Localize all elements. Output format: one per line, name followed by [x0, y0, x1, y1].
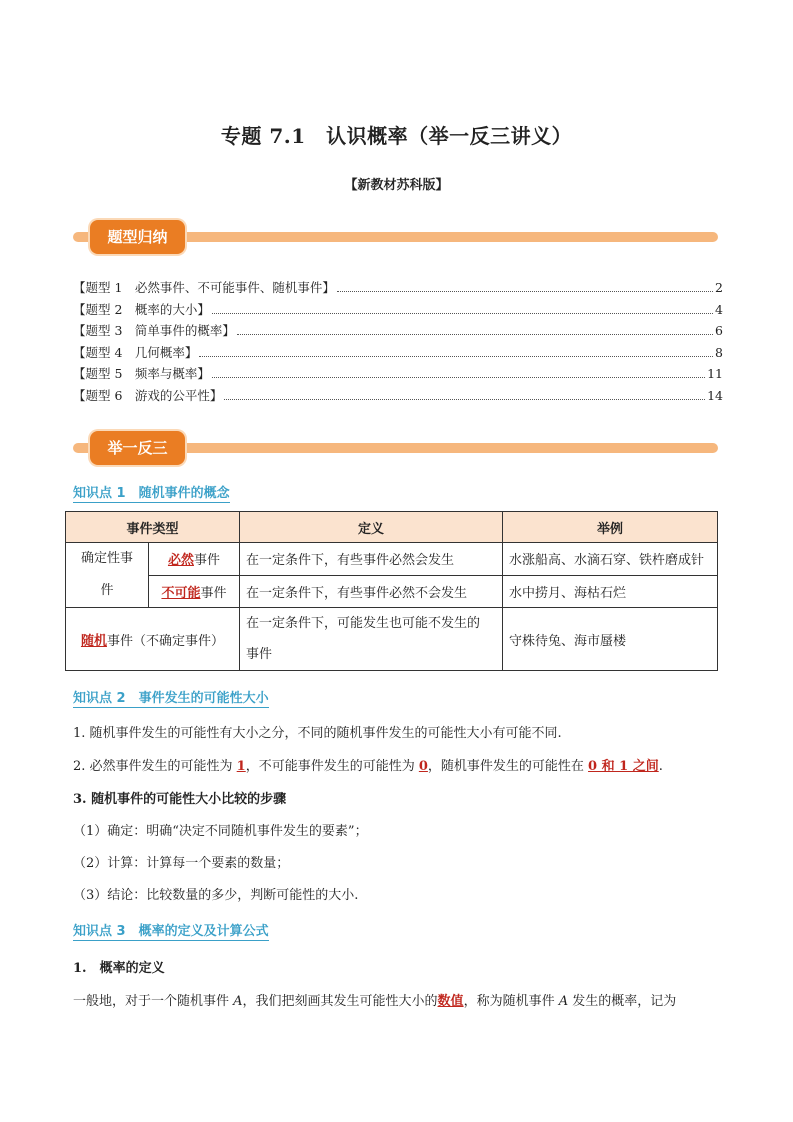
paragraph: （2）计算：计算每一个要素的数量； [73, 856, 290, 871]
toc-item[interactable]: 【题型 4 几何概率】 8 [73, 344, 723, 360]
toc-item[interactable]: 【题型 2 概率的大小】 4 [73, 301, 723, 317]
page-title: 专题 7.1 认识概率（举一反三讲义） [220, 124, 573, 148]
table-cell: 在一定条件下，有些事件必然会发生 [239, 543, 502, 576]
section-banner-examples [73, 431, 718, 465]
table-cell: 水涨船高、水滴石穿、铁杵磨成针 [502, 543, 717, 576]
section-banner-question-types [73, 220, 718, 254]
knowledge-point-2: 知识点 2 事件发生的可能性大小 [73, 687, 269, 708]
table-cell: 在一定条件下，可能发生也可能不发生的 事件 [239, 608, 502, 671]
knowledge-point-1: 知识点 1 随机事件的概念 [73, 482, 230, 503]
paragraph: 1. 概率的定义 [73, 961, 165, 976]
paragraph: （3）结论：比较数量的多少，判断可能性的大小. [73, 888, 359, 903]
table-cell: 水中捞月、海枯石烂 [502, 575, 717, 608]
table-header: 举例 [502, 512, 717, 543]
knowledge-point-3: 知识点 3 概率的定义及计算公式 [73, 920, 269, 941]
paragraph: （1）确定：明确“决定不同随机事件发生的要素”； [73, 824, 368, 839]
banner-tag: 举一反三 [90, 431, 185, 465]
table-cell: 守株待兔、海市蜃楼 [502, 608, 717, 671]
certain-type-cell: 必然事件 [149, 543, 240, 576]
banner-tag: 题型归纳 [90, 220, 185, 254]
paragraph: 1. 随机事件发生的可能性有大小之分，不同的随机事件发生的可能性大小有可能不同. [73, 726, 562, 741]
table-of-contents [73, 278, 723, 407]
toc-item[interactable]: 【题型 3 简单事件的概率】 6 [73, 323, 723, 338]
paragraph: 3. 随机事件的可能性大小比较的步骤 [73, 792, 287, 807]
impossible-type-cell: 不可能事件 [149, 575, 240, 608]
event-types-table [65, 511, 718, 671]
paragraph: 2. 必然事件发生的可能性为 1，不可能事件发生的可能性为 0，随机事件发生的可能性在 0 和 1 之间. [73, 759, 663, 774]
toc-item[interactable]: 【题型 1 必然事件、不可能事件、随机事件】 2 [73, 280, 723, 295]
toc-item[interactable]: 【题型 5 频率与概率】 11 [73, 366, 723, 381]
table-cell: 在一定条件下，有些事件必然不会发生 [239, 575, 502, 608]
edition-subtitle: 【新教材苏科版】 [344, 178, 449, 193]
random-type-cell: 随机事件（不确定事件） [66, 608, 240, 671]
table-header: 事件类型 [66, 512, 240, 543]
toc-item[interactable]: 【题型 6 游戏的公平性】 14 [73, 387, 723, 403]
certain-group-cell: 确定性事 件 [66, 543, 149, 608]
paragraph: 一般地，对于一个随机事件 A，我们把刻画其发生可能性大小的数值，称为随机事件 A 发生的概率，记为 [73, 994, 677, 1009]
table-header: 定义 [239, 512, 502, 543]
